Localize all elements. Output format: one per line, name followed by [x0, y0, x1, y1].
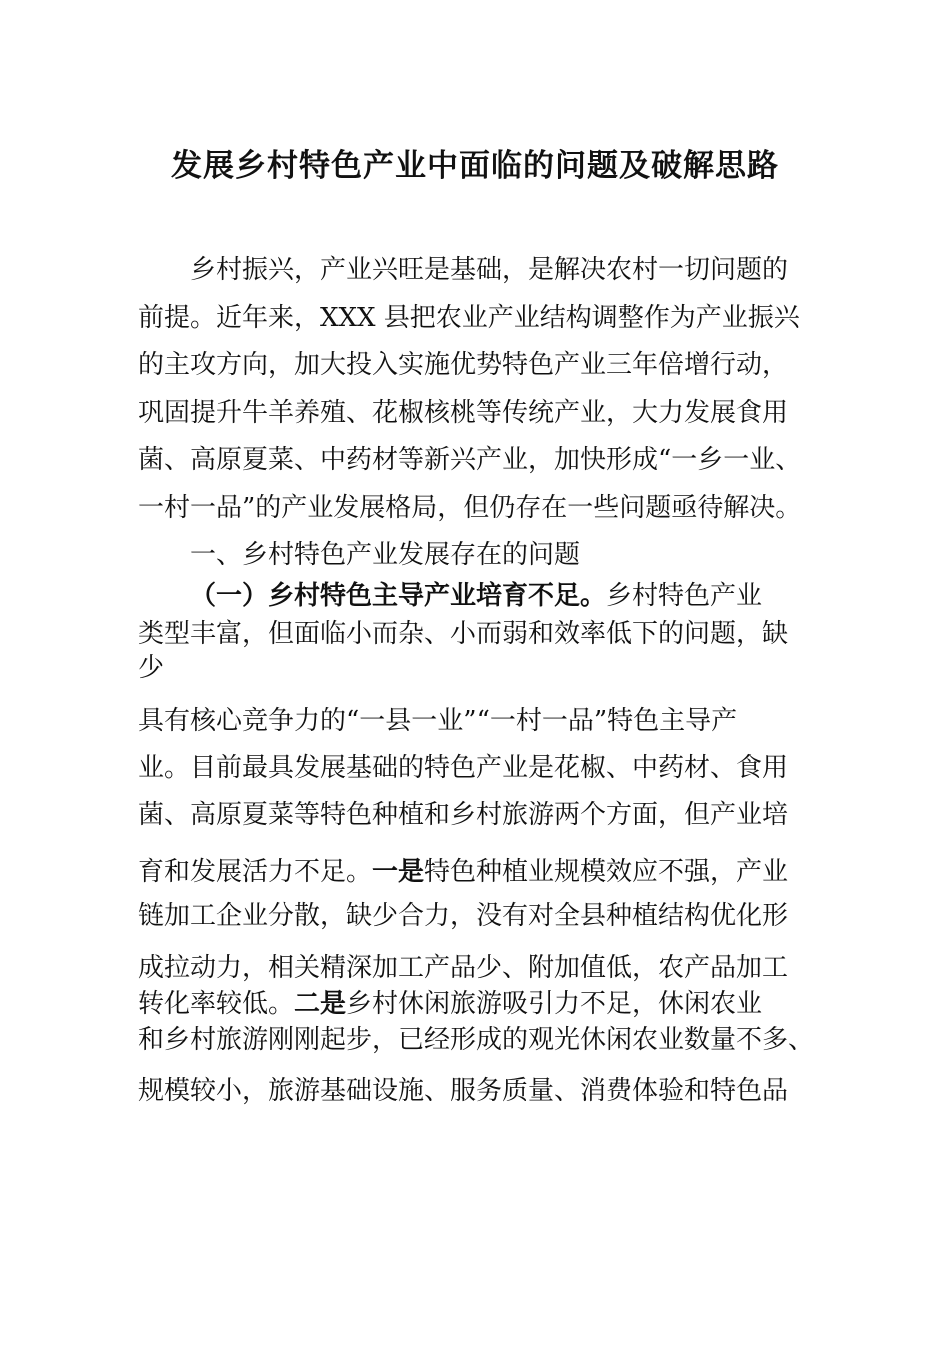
paragraph-line: 菌、高原夏菜等特色种植和乡村旅游两个方面，但产业培	[138, 800, 789, 830]
paragraph-line: 规模较小，旅游基础设施、服务质量、消费体验和特色品	[138, 1076, 789, 1106]
paragraph-line: 乡村振兴，产业兴旺是基础，是解决农村一切问题的	[190, 255, 789, 285]
paragraph-line: 类型丰富，但面临小而杂、小而弱和效率低下的问题，缺	[138, 619, 789, 649]
section-heading: 一、乡村特色产业发展存在的问题	[190, 540, 581, 570]
subsection-heading: （一）乡村特色主导产业培育不足。	[190, 581, 607, 611]
document-title: 发展乡村特色产业中面临的问题及破解思路	[171, 148, 779, 184]
paragraph-line: 成拉动力，相关精深加工产品少、附加值低，农产品加工	[138, 953, 789, 983]
text-segment: 特色种植业规模效应不强，产业	[424, 857, 789, 887]
paragraph-line: 少	[138, 653, 165, 683]
paragraph-line: 菌、高原夏菜、中药材等新兴产业，加快形成“一乡一业、	[138, 445, 802, 475]
emphasis-text: 二是	[294, 989, 347, 1019]
subsection-text: 乡村特色产业	[606, 581, 763, 611]
paragraph-line: 链加工企业分散，缺少合力，没有对全县种植结构优化形	[138, 901, 789, 931]
paragraph-line: 一村一品”的产业发展格局，但仍存在一些问题亟待解决。	[138, 493, 802, 523]
paragraph-line	[138, 986, 762, 1022]
text-segment: 转化率较低。	[138, 989, 295, 1019]
paragraph-line	[138, 854, 788, 890]
paragraph-line: 业。目前最具发展基础的特色产业是花椒、中药材、食用	[138, 753, 789, 783]
subsection-line	[190, 578, 762, 614]
paragraph-line: 前提。近年来，XXX 县把农业产业结构调整作为产业振兴	[138, 303, 800, 333]
text-segment: 乡村休闲旅游吸引力不足，休闲农业	[346, 989, 763, 1019]
paragraph-line: 具有核心竞争力的“一县一业”“一村一品”特色主导产	[138, 706, 738, 736]
paragraph-line: 巩固提升牛羊养殖、花椒核桃等传统产业，大力发展食用	[138, 398, 789, 428]
emphasis-text: 一是	[372, 857, 425, 887]
text-segment: 育和发展活力不足。	[138, 857, 373, 887]
paragraph-line: 的主攻方向，加大投入实施优势特色产业三年倍增行动，	[138, 350, 789, 380]
paragraph-line: 和乡村旅游刚刚起步，已经形成的观光休闲农业数量不多、	[138, 1025, 815, 1055]
